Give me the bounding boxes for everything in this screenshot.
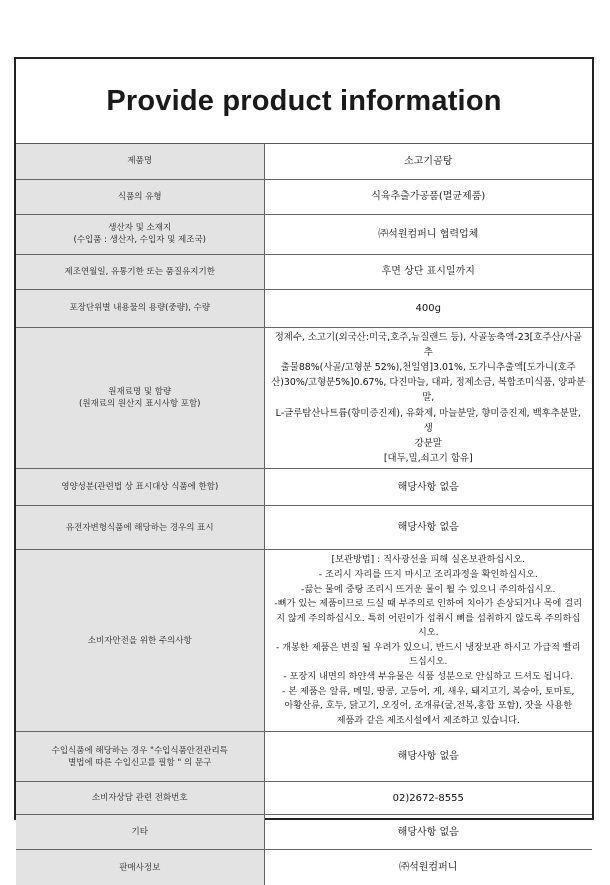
info-row [16, 179, 592, 214]
row-label [16, 179, 264, 214]
value-line: 산)30%/고형분5%]0.67%, 다진마늘, 대파, 정제소금, 복합조미식품, 양파분말, [271, 377, 586, 404]
value-line: 해당사항 없음 [397, 481, 459, 493]
info-row [16, 815, 592, 850]
row-label [16, 327, 264, 469]
value-line: 제품과 같은 제조시설에서 제조하고 있습니다. [336, 714, 520, 726]
row-label [16, 506, 264, 550]
value-line: 드십시오. [409, 656, 448, 668]
row-label [16, 850, 264, 885]
value-line: 지 않게 주의하십시오. 특히 어린이가 섭취시 뼈를 섭취하지 않도록 주의하십 [276, 612, 581, 624]
value-line: 해당사항 없음 [397, 826, 459, 838]
value-line: 02)2672-8555 [392, 792, 464, 804]
row-value [264, 327, 592, 469]
label-line: 소비자상담 관련 전화번호 [91, 793, 188, 804]
value-line: 400g [415, 302, 441, 314]
row-value [264, 506, 592, 550]
product-info-sheet [14, 57, 594, 874]
row-value [264, 815, 592, 850]
value-line: 정제수, 소고기(외국산:미국,호주,뉴질랜드 등), 사골농축액-23[호주산/사골추 [274, 331, 582, 358]
value-line: 식육추출가공품(멸균제품) [371, 191, 486, 202]
value-line: L-글루탐산나트륨(향미증진제), 유화제, 마늘분말, 향미증진제, 백후추분말, 생 [275, 407, 581, 434]
label-line: 포장단위별 내용물의 용량(중량), 수량 [69, 303, 211, 313]
value-line: 해당사항 없음 [397, 522, 459, 534]
value-line: -뼈가 있는 제품이므로 드실 때 부주의로 인하여 치아가 손상되거나 목에 걸리 [274, 598, 583, 610]
value-line: - 포장지 내면의 하얀색 부유물은 식품 성분으로 안심하고 드셔도 됩니다. [283, 671, 574, 683]
row-label [16, 782, 264, 815]
value-line: 해당사항 없음 [397, 751, 459, 763]
label-line: 제품명 [127, 156, 153, 167]
product-info-table [16, 144, 592, 885]
row-value [264, 850, 592, 885]
value-line: [보관방법] : 직사광선을 피해 실온보관하십시오. [331, 554, 525, 566]
info-row [16, 254, 592, 289]
product-info-body [16, 144, 592, 885]
info-row [16, 144, 592, 179]
page-title: Provide product information [16, 59, 592, 144]
row-value [264, 550, 592, 732]
row-label [16, 144, 264, 179]
row-value [264, 214, 592, 254]
label-line: (수입품 : 생산자, 수입자 및 제조국) [73, 235, 206, 245]
value-line: ㈜석원컴퍼니 협력업체 [378, 228, 479, 240]
row-value [264, 179, 592, 214]
value-line: ㈜석원컴퍼니 [399, 862, 458, 874]
row-label [16, 214, 264, 254]
label-line: 생산자 및 소재지 [108, 223, 172, 233]
info-row [16, 850, 592, 885]
value-line: - 개봉한 제품은 변질 될 우려가 있으니, 반드시 냉장보관 하시고 가급적 빨리 [275, 641, 581, 653]
info-row [16, 469, 592, 506]
info-row [16, 327, 592, 469]
row-value [264, 469, 592, 506]
label-line: (원재료의 원산지 표시사항 포함) [79, 398, 201, 409]
info-row [16, 550, 592, 732]
row-label [16, 815, 264, 850]
label-line: 수입식품에 해당하는 경우 "수입식품안전관리특 [51, 745, 228, 756]
row-label [16, 550, 264, 732]
info-row [16, 782, 592, 815]
label-line: 식품의 유형 [117, 191, 162, 202]
value-line: 강분말 [414, 437, 442, 449]
info-row [16, 289, 592, 327]
label-line: 소비자안전을 위한 주의사항 [87, 635, 192, 646]
value-line: 소고기곰탕 [404, 155, 453, 167]
info-row [16, 732, 592, 782]
value-line: 아황산류, 호두, 닭고기, 오징어, 조개류(굴,전복,홍합 포함), 잣을 사용한 [284, 700, 573, 712]
value-line: 후면 상단 표시일까지 [381, 266, 475, 277]
row-label [16, 254, 264, 289]
row-value [264, 289, 592, 327]
label-line: 유전자변형식품에 해당하는 경우의 표시 [65, 522, 214, 533]
info-row [16, 214, 592, 254]
row-label [16, 289, 264, 327]
label-line: 별법에 따른 수입신고를 필함 " 의 문구 [68, 757, 212, 768]
row-label [16, 732, 264, 782]
value-line: [대두,밀,쇠고기 함유] [383, 453, 473, 465]
row-value [264, 732, 592, 782]
label-line: 제조연월일, 유통기한 또는 품질유지기한 [64, 266, 215, 277]
row-value [264, 144, 592, 179]
row-value [264, 254, 592, 289]
row-value [264, 782, 592, 815]
label-line: 판매사정보 [119, 862, 161, 873]
label-line: 영양성분(관련법 상 표시대상 식품에 한함) [61, 482, 219, 493]
value-line: - 본 제품은 알류, 메밀, 땅콩, 고등어, 게, 새우, 돼지고기, 복숭아, 토마토, [282, 685, 575, 697]
value-line: - 조리시 자리를 뜨지 마시고 조리과정을 확인하십시오. [318, 568, 538, 580]
value-line: -끓는 물에 중탕 조리시 뜨거운 물이 튈 수 있으니 주의하십시오. [301, 583, 556, 595]
row-label [16, 469, 264, 506]
value-line: 출물88%(사골/고형분 52%),천일염]3.01%, 도가니추출액[도가니(호주 [280, 361, 576, 373]
label-line: 기타 [131, 827, 148, 838]
value-line: 시오. [417, 627, 439, 639]
label-line: 원재료명 및 함량 [108, 386, 172, 397]
info-row [16, 506, 592, 550]
